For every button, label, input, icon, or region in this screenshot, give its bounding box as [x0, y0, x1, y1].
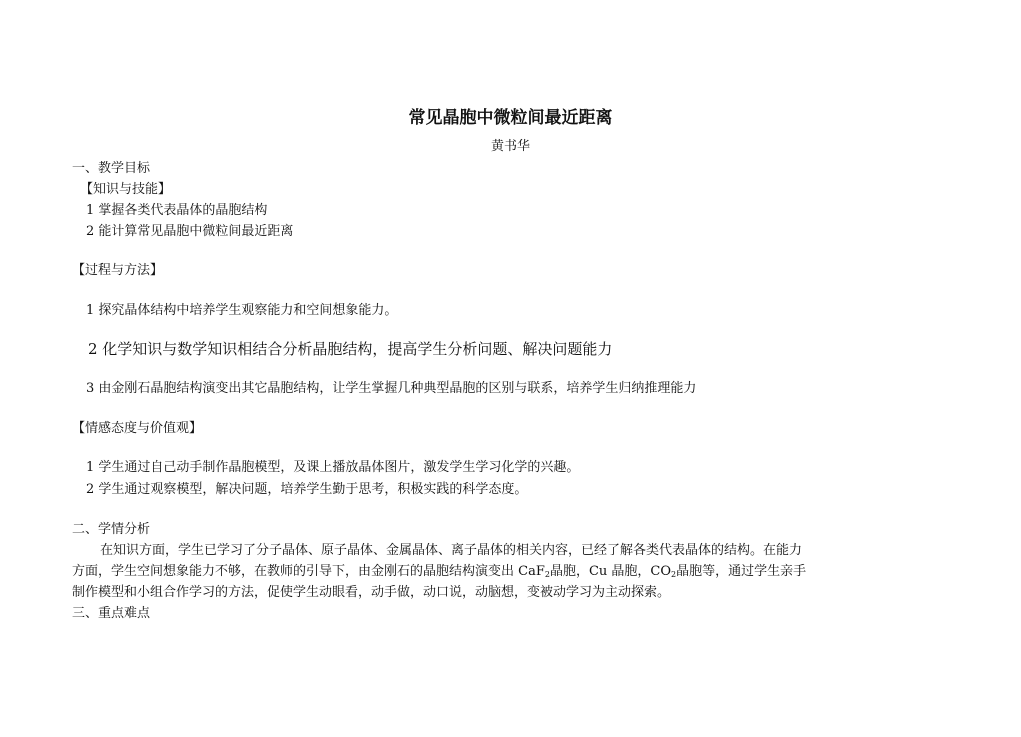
subscript-2: 2: [544, 570, 550, 579]
document-title: 常见晶胞中微粒间最近距离: [408, 108, 613, 128]
subheading-knowledge-skills: 【知识与技能】: [80, 182, 172, 197]
learner-analysis-line-2: [72, 563, 806, 581]
subheading-process-methods: 【过程与方法】: [72, 263, 164, 278]
process-item: 1 探究晶体结构中培养学生观察能力和空间想象能力。: [86, 303, 398, 318]
subscript-2: 2: [671, 570, 677, 579]
subheading-emotion-values: 【情感态度与价值观】: [72, 421, 203, 436]
section-heading-learner-analysis: 二、学情分析: [72, 522, 151, 537]
document-author: 黄书华: [490, 139, 530, 154]
line-2-text-b: 晶胞，Cu 晶胞，CO: [549, 564, 672, 579]
learner-analysis-line-1: 在知识方面，学生已学习了分子晶体、原子晶体、金属晶体、离子晶体的相关内容，已经了解各类代表晶体的结构。在能力: [100, 543, 803, 558]
emotion-item: 1 学生通过自己动手制作晶胞模型，及课上播放晶体图片，激发学生学习化学的兴趣。: [86, 460, 580, 475]
process-item: 2 化学知识与数学知识相结合分析晶胞结构，提高学生分析问题、解决问题能力: [88, 340, 613, 358]
knowledge-item: 1 掌握各类代表晶体的晶胞结构: [86, 203, 268, 218]
line-2-text-a: 方面，学生空间想象能力不够，在教师的引导下，由金刚石的晶胞结构演变出 CaF: [72, 564, 545, 579]
line-2-text-c: 晶胞等，通过学生亲手: [676, 564, 807, 579]
section-heading-teaching-goals: 一、教学目标: [72, 161, 151, 176]
process-item: 3 由金刚石晶胞结构演变出其它晶胞结构，让学生掌握几种典型晶胞的区别与联系，培养学生归纳推理能力: [86, 381, 697, 396]
knowledge-item: 2 能计算常见晶胞中微粒间最近距离: [86, 224, 294, 239]
learner-analysis-line-3: 制作模型和小组合作学习的方法，促使学生动眼看，动手做，动口说，动脑想，变被动学习为主动探索。: [72, 585, 671, 600]
section-heading-key-difficulties: 三、重点难点: [72, 606, 151, 621]
emotion-item: 2 学生通过观察模型，解决问题，培养学生勤于思考，积极实践的科学态度。: [86, 482, 528, 497]
